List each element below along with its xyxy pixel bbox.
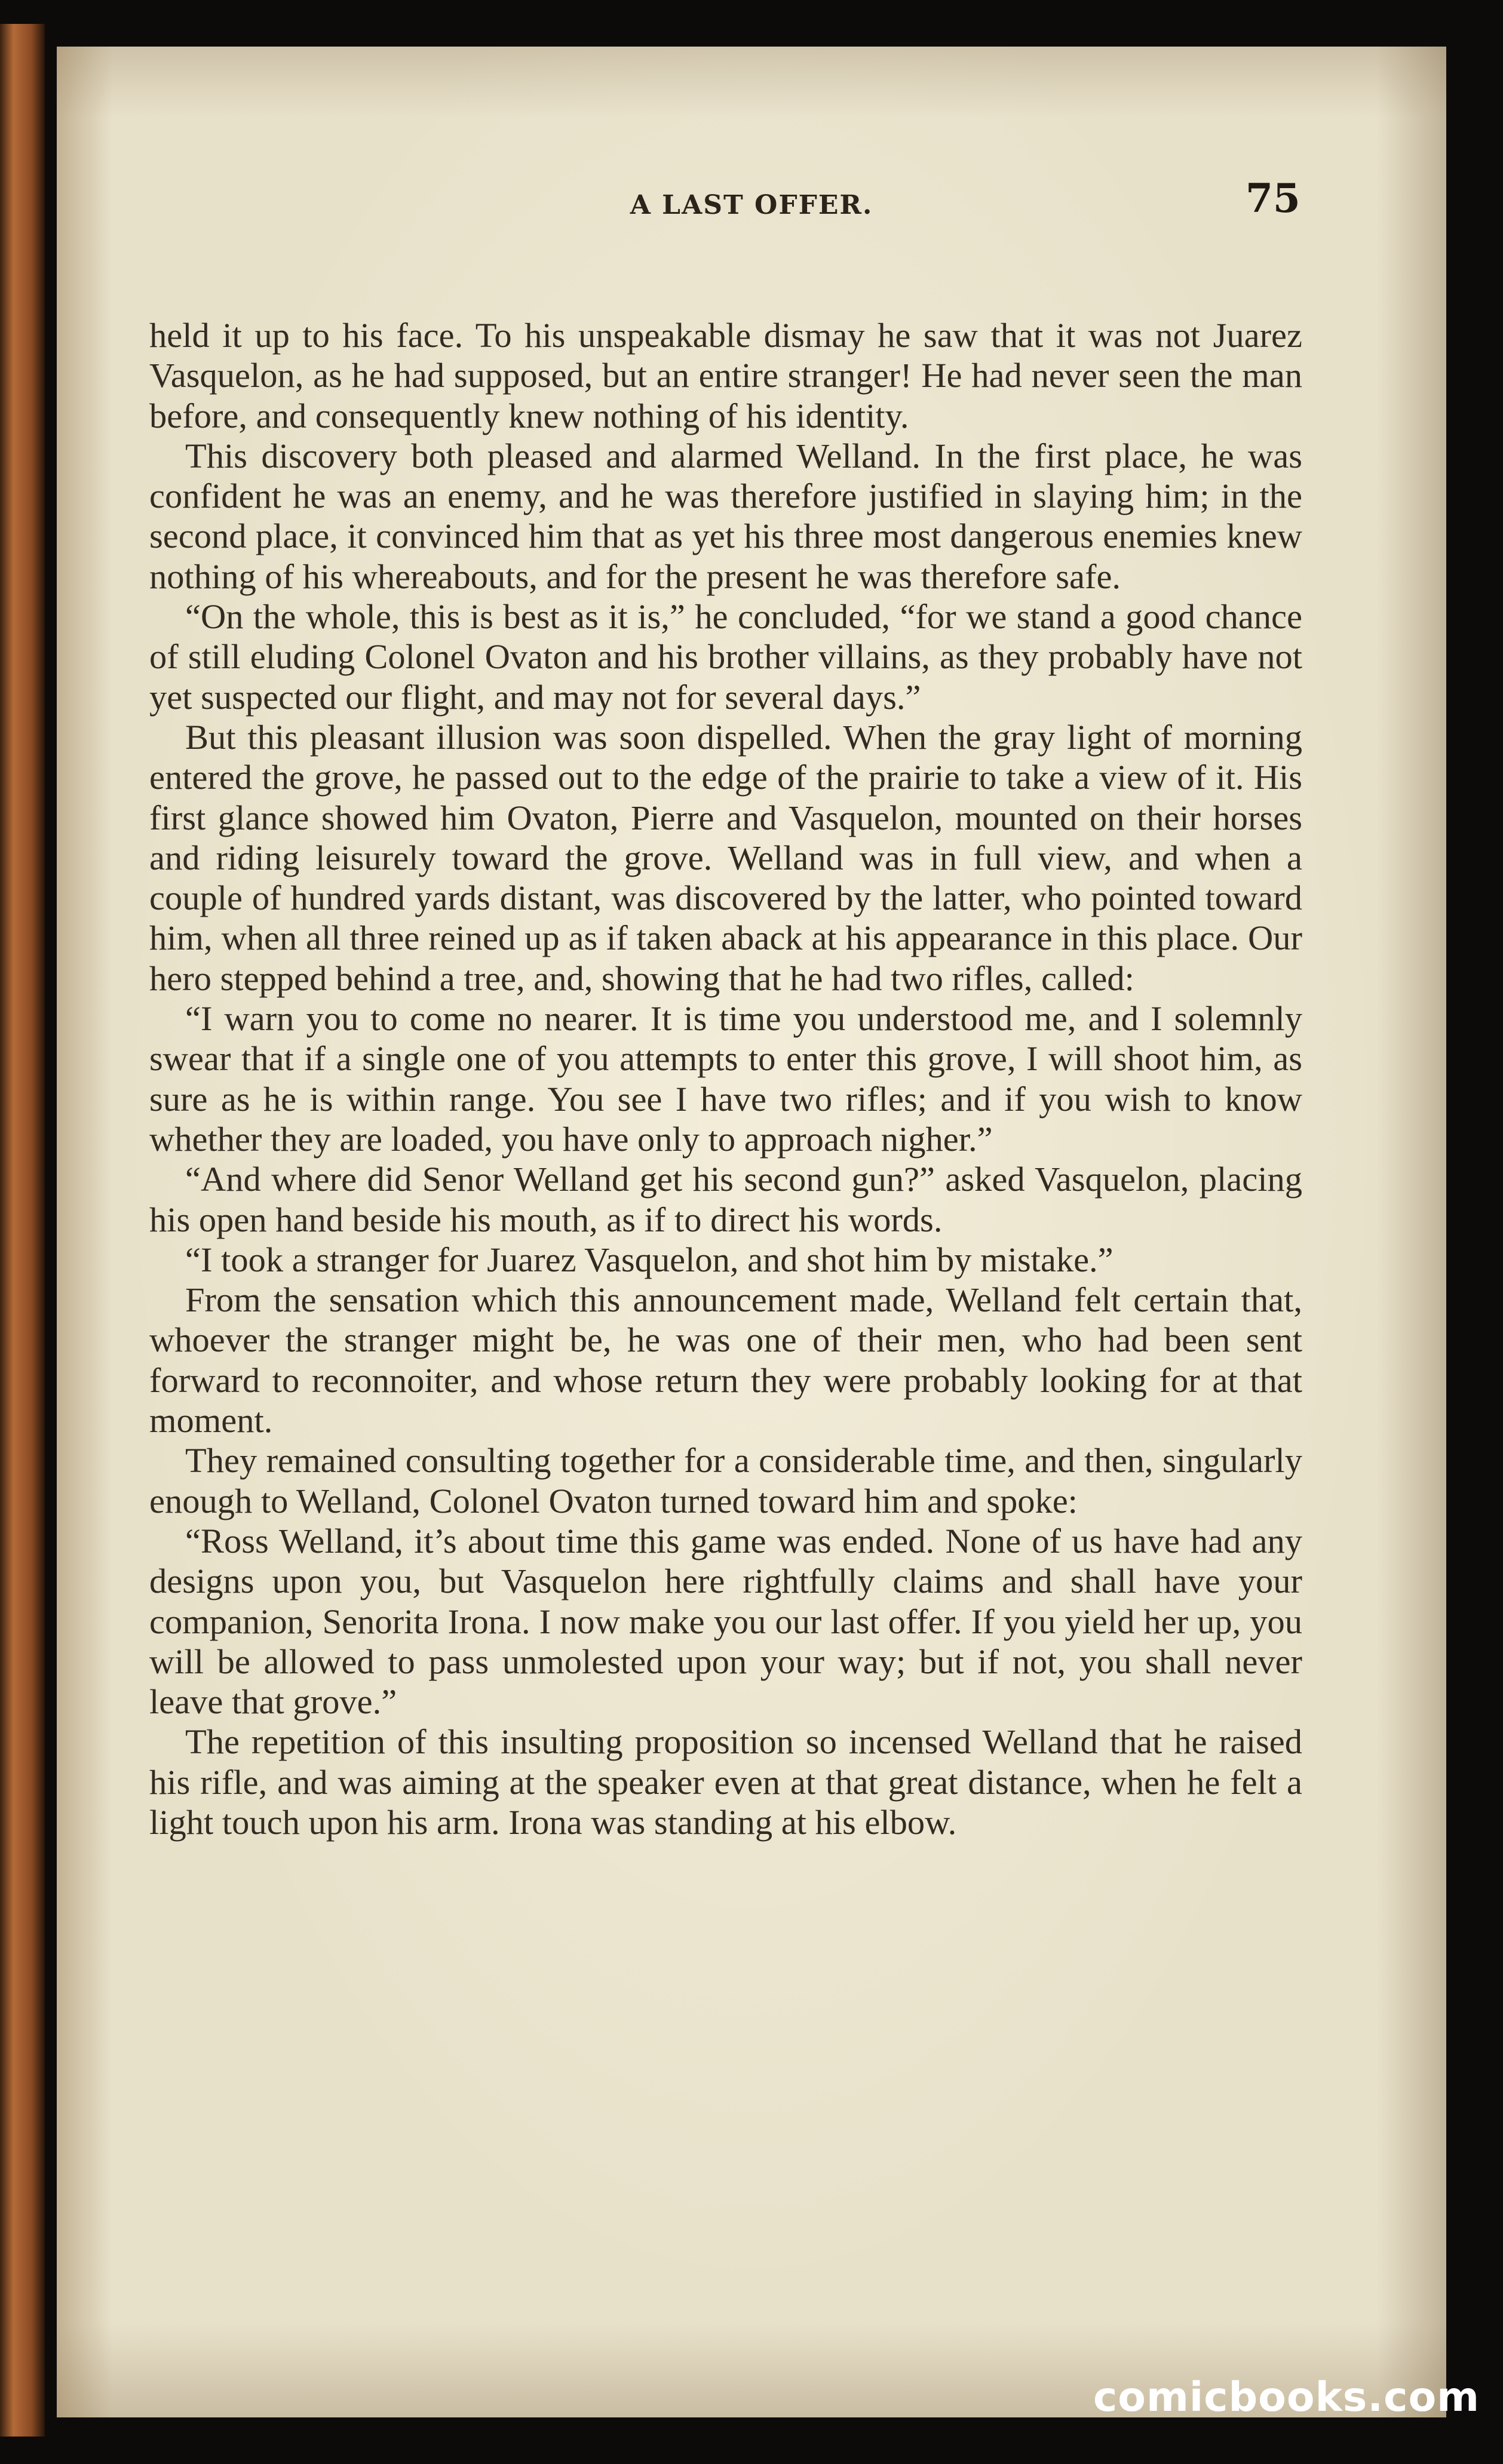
page-number: 75 <box>1246 175 1300 222</box>
paragraph: The repetition of this insulting proposition so incensed Welland that he raised his rifle, and was aiming at the speaker even at that great distance, when he felt a light touch upon his arm. Irona was standing at his elbow. <box>149 1722 1302 1842</box>
book-page <box>57 47 1446 2417</box>
paragraph: “On the whole, this is best as it is,” he concluded, “for we stand a good chance of still eluding Colonel Ovaton and his brother villains, as they probably have not yet suspected our flight, and may not for several days.” <box>149 597 1302 717</box>
paragraph: From the sensation which this announcement made, Welland felt certain that, whoever the stranger might be, he was one of their men, who had been sent forward to reconnoiter, and whose return they were probably looking for at that moment. <box>149 1280 1302 1440</box>
body-text <box>149 315 1302 1842</box>
site-watermark: comicbooks.com <box>1093 2374 1480 2421</box>
paragraph: held it up to his face. To his unspeakable dismay he saw that it was not Juarez Vasquelon, as he had supposed, but an entire stranger! He had never seen the man before, and consequently knew nothing of his identity. <box>149 316 1302 435</box>
paragraph: They remained consulting together for a considerable time, and then, singularly enough to Welland, Colonel Ovaton turned toward him and spoke: <box>149 1441 1302 1520</box>
running-head: A LAST OFFER. <box>630 190 873 220</box>
paragraph: “I warn you to come no nearer. It is time you understood me, and I solemnly swear that if a single one of you attempts to enter this grove, I will shoot him, as sure as he is within range. You see I have two rifles; and if you wish to know whether they are loaded, you have only to approach nigher.” <box>149 999 1302 1159</box>
paragraph: “Ross Welland, it’s about time this game was ended. None of us have had any designs upon you, but Vasquelon here rightfully claims and shall have your companion, Senorita Irona. I now make you our last offer. If you yield her up, you will be allowed to pass unmolested upon your way; but if not, you shall never leave that grove.” <box>149 1521 1302 1722</box>
paragraph: But this pleasant illusion was soon dispelled. When the gray light of morning entered the grove, he passed out to the edge of the prairie to take a view of it. His first glance showed him Ovaton, Pierre and Vasquelon, mounted on their horses and riding leisurely toward the grove. Welland was in full view, and when a couple of hundred yards distant, was discovered by the latter, who pointed toward him, when all three reined up as if taken aback at his appearance in this place. Our hero stepped behind a tree, and, showing that he had two rifles, called: <box>149 717 1302 998</box>
paragraph: “And where did Senor Welland get his second gun?” asked Vasquelon, placing his open hand beside his mouth, as if to direct his words. <box>149 1160 1302 1239</box>
book-binding-edge <box>0 24 45 2437</box>
paragraph: This discovery both pleased and alarmed Welland. In the first place, he was confident he was an enemy, and he was therefore justified in slaying him; in the second place, it convinced him that as yet his three most dangerous enemies knew nothing of his whereabouts, and for the present he was therefore safe. <box>149 436 1302 596</box>
paragraph: “I took a stranger for Juarez Vasquelon, and shot him by mistake.” <box>185 1240 1114 1279</box>
